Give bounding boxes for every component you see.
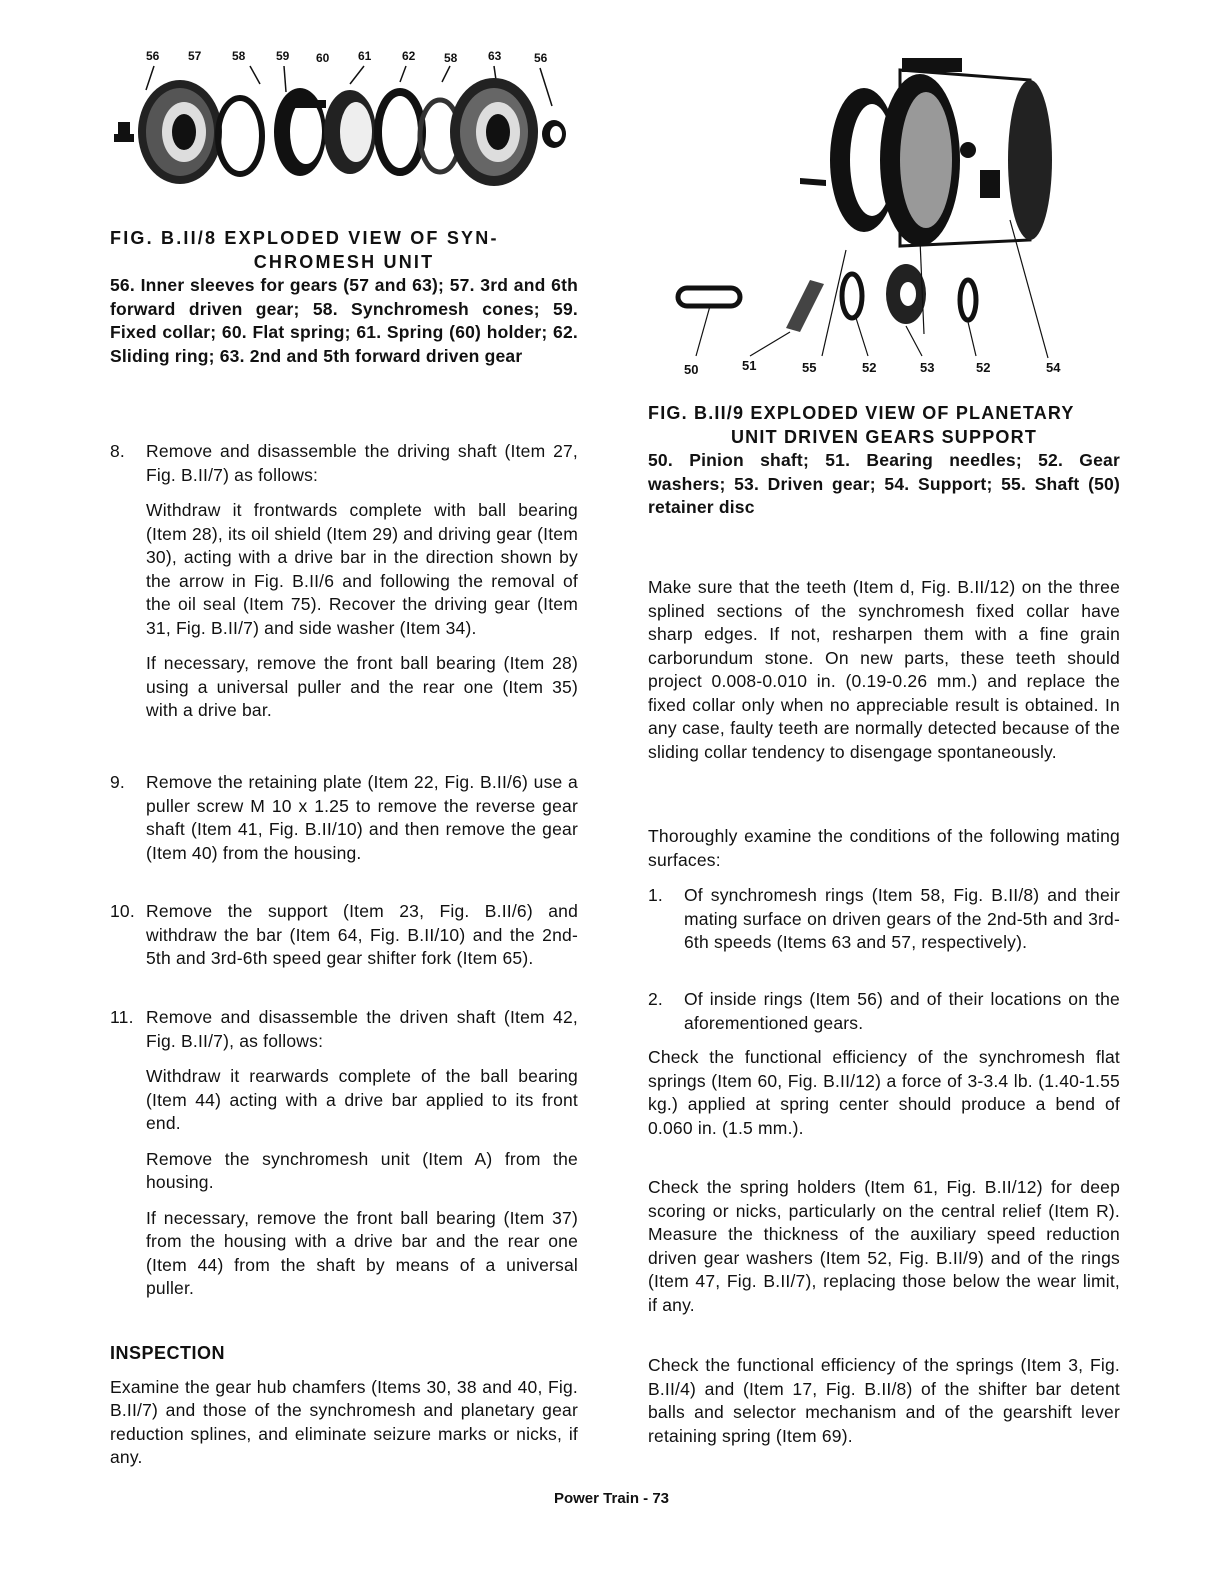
callout-53: 53 [920, 360, 935, 375]
item-10-text: Remove the support (Item 23, Fig. B.II/6) and withdraw the bar (Item 64, Fig. B.II/10) and the 2nd-5th and 3rd-6th speed gear shifter fork (Item 65). [146, 901, 578, 968]
inspection-heading: INSPECTION [110, 1343, 226, 1363]
right-item-2-number: 2. [648, 989, 663, 1009]
callout-61: 61 [358, 49, 372, 63]
para-spring-holders: Check the spring holders (Item 61, Fig. B.II/12) for deep scoring or nicks, particularly on the central relief (Item R). Measure the thickness of the auxiliary speed reduction driven gear washers (Item 52, Fig. B.II/9) and of the rings (Item 47, Fig. B.II/7), replacing those below the wear limit, if any. [648, 1177, 1120, 1315]
callout-60: 60 [316, 51, 330, 65]
item-9 [110, 771, 578, 865]
fig8-title-line1: FIG. B.II/8 EXPLODED VIEW OF SYN- [110, 228, 499, 248]
callout-56: 56 [146, 49, 160, 63]
item-8 [110, 440, 578, 723]
item-11-sub2: Remove the synchromesh unit (Item A) from the housing. [146, 1148, 578, 1192]
right-item-1-number: 1. [648, 885, 663, 905]
fig9-legend: 50. Pinion shaft; 51. Bearing needles; 52. Gear washers; 53. Driven gear; 54. Support; 55. Shaft (50) retainer disc [648, 450, 1120, 517]
item-8-sub2: If necessary, remove the front ball bearing (Item 28) using a universal puller and the rear one (Item 35) with a drive bar. [146, 653, 578, 720]
fig-b-ii-9-caption [648, 401, 1120, 520]
para-flat-springs: Check the functional efficiency of the synchromesh flat springs (Item 60, Fig. B.II/12) a force of 3-3.4 lb. (1.40-1.55 kg.) applied at spring center should produce a bend of 0.060 in. (1.5 mm.). [648, 1047, 1120, 1138]
item-11-number: 11. [110, 1007, 134, 1027]
callout-51: 51 [742, 358, 757, 373]
callout-59: 59 [276, 49, 290, 63]
callout-58b: 58 [444, 51, 458, 65]
fig-b-ii-9-illustration [650, 40, 1120, 385]
page-footer: Power Train - 73 [553, 1490, 670, 1507]
para-mating-surfaces: Thoroughly examine the conditions of the following mating surfaces: [648, 826, 1120, 870]
fig8-legend: 56. Inner sleeves for gears (57 and 63); 57. 3rd and 6th forward driven gear; 58. Synchromesh cones; 59. Fixed collar; 60. Flat spring; 61. Spring (60) holder; 62. Sliding ring; 63. 2nd and 5th forward driven gear [110, 275, 578, 366]
item-11-sub1: Withdraw it rearwards complete of the ball bearing (Item 44) acting with a drive bar applied to its front end. [146, 1066, 578, 1133]
right-item-1 [648, 884, 1120, 955]
callout-52: 52 [862, 360, 877, 375]
callout-55: 55 [802, 360, 817, 375]
callout-63: 63 [488, 49, 502, 63]
right-item-2-text: Of inside rings (Item 56) and of their locations on the aforementioned gears. [684, 989, 1120, 1033]
item-10-number: 10. [110, 901, 135, 921]
callout-52b: 52 [976, 360, 991, 375]
fig-b-ii-8-caption [110, 226, 578, 368]
item-8-sub1: Withdraw it frontwards complete with ball bearing (Item 28), its oil shield (Item 29) and driving gear (Item 30), acting with a drive bar in the direction shown by the arrow in Fig. B.II/6 and following the removal of the oil seal (Item 75). Recover the driving gear (Item 31, Fig. B.II/7) and side washer (Item 34). [146, 500, 578, 638]
callout-54: 54 [1046, 360, 1061, 375]
item-11 [110, 1006, 578, 1301]
item-10 [110, 900, 578, 971]
inspection-section [110, 1342, 578, 1470]
callout-50: 50 [684, 362, 699, 377]
inspection-text: Examine the gear hub chamfers (Items 30, 38 and 40, Fig. B.II/7) and those of the synchromesh and planetary gear reduction splines, and eliminate seizure marks or nicks, if any. [110, 1376, 578, 1467]
callout-57: 57 [188, 49, 202, 63]
item-11-sub3: If necessary, remove the front ball bearing (Item 37) from the housing with a drive bar and the rear one (Item 44) from the shaft by means of a universal puller. [146, 1207, 578, 1298]
para-springs-check: Check the functional efficiency of the springs (Item 3, Fig. B.II/4) and (Item 17, Fig. B.II/8) of the shifter bar detent balls and selector mechanism and of the gearshift lever retaining spring (Item 69). [648, 1355, 1120, 1446]
item-9-text: Remove the retaining plate (Item 22, Fig. B.II/6) use a puller screw M 10 x 1.25 to remove the reverse gear shaft (Item 41, Fig. B.II/10) and then remove the gear (Item 40) from the housing. [146, 772, 578, 863]
item-11-text: Remove and disassemble the driven shaft (Item 42, Fig. B.II/7), as follows: [146, 1007, 578, 1051]
right-item-1-text: Of synchromesh rings (Item 58, Fig. B.II/8) and their mating surface on driven gears of the 2nd-5th and 3rd-6th speeds (Items 63 and 57, respectively). [684, 885, 1120, 952]
right-item-2 [648, 988, 1120, 1035]
para-teeth-sharpness: Make sure that the teeth (Item d, Fig. B.II/12) on the three splined sections of the synchromesh fixed collar have sharp edges. If not, resharpen them with a fine grain carborundum stone. On new parts, these teeth should project 0.008-0.010 in. (0.19-0.26 mm.) and replace the fixed collar only when no appreciable result is obtained. In any case, faulty teeth are normally detected because of the sliding collar tendency to disengage spontaneously. [648, 577, 1120, 762]
item-8-text: Remove and disassemble the driving shaft (Item 27, Fig. B.II/7) as follows: [146, 441, 578, 485]
fig-b-ii-8-illustration [110, 40, 580, 190]
item-9-number: 9. [110, 772, 125, 792]
item-8-number: 8. [110, 441, 125, 461]
callout-58: 58 [232, 49, 246, 63]
fig8-title-line2: CHROMESH UNIT [253, 252, 435, 272]
fig9-title-line1: FIG. B.II/9 EXPLODED VIEW OF PLANETARY [648, 403, 1075, 423]
callout-62: 62 [402, 49, 416, 63]
fig9-title-line2: UNIT DRIVEN GEARS SUPPORT [730, 427, 1038, 447]
callout-56b: 56 [534, 51, 548, 65]
